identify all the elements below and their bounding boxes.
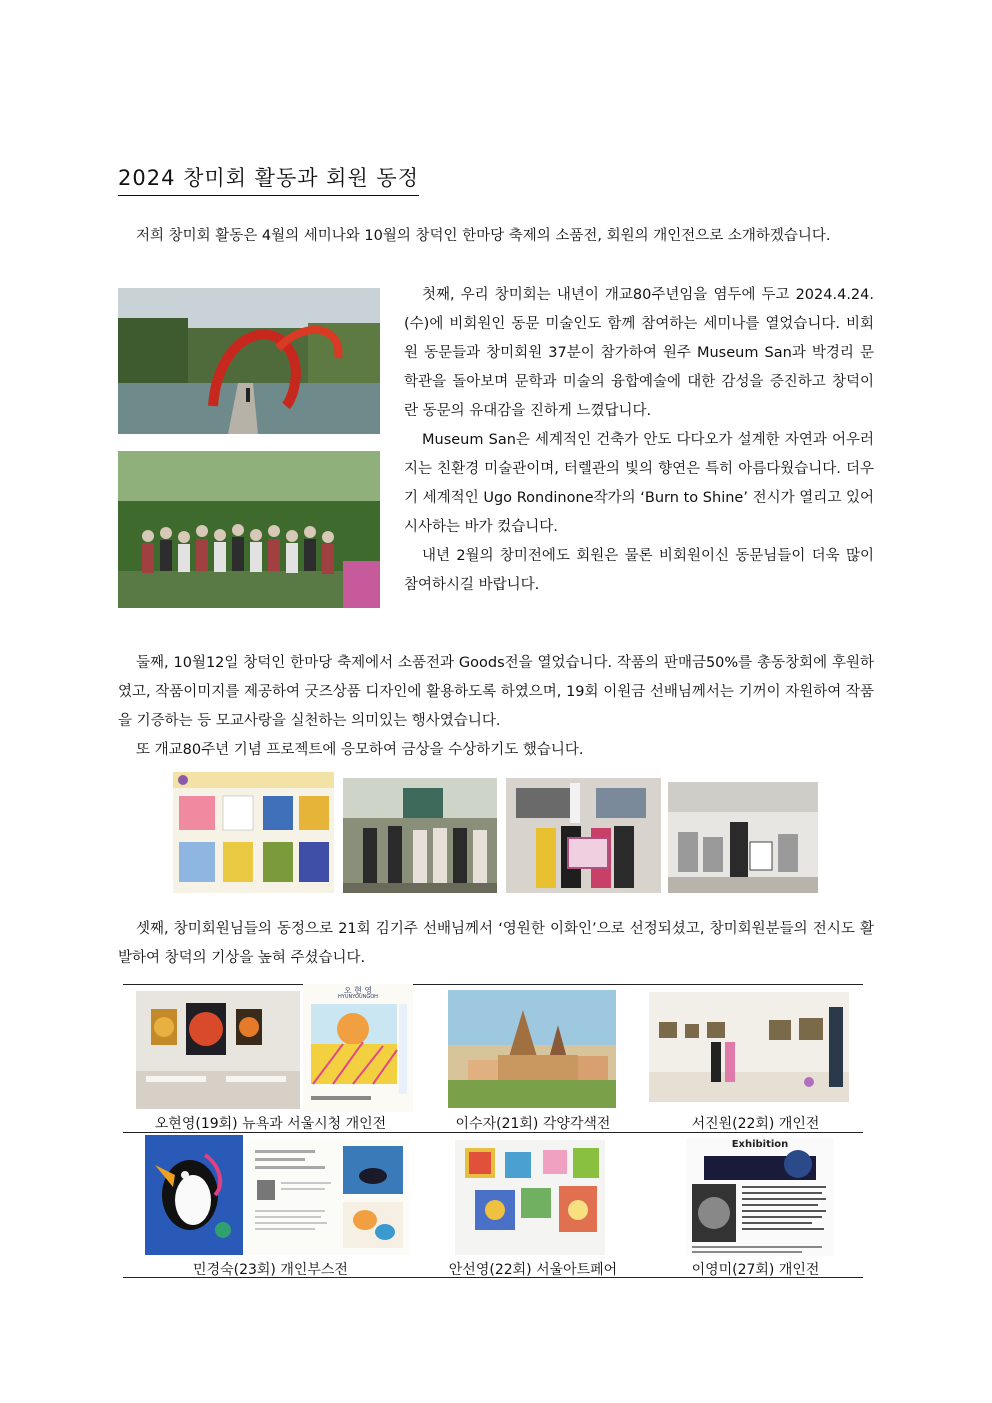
exhibition-ohyunyoung (123, 984, 418, 1132)
minkyungsook-painting (145, 1135, 243, 1255)
leesuja-painting (448, 990, 616, 1108)
award-ceremony-photo (506, 778, 661, 893)
exhibition-caption: 오현영(19회) 뉴욕과 서울시청 개인전 (154, 1116, 387, 1132)
section2-text: 둘째, 10월12일 창덕인 한마당 축제에서 소품전과 Goods전을 열었습니다. 작품의 판매금50%를 총동창회에 후원하였고, 작품이미지를 제공하여 굿즈상품 디자인에 활용하도록 하였으며, 19회 이원금 선배님께서는 기꺼이 자원하여 작품을 기증하는 등 모교사랑을 실천하는 의미있는 행사였습니다. 또 개교80주년 기념 프로젝트에 응모하여 금상을 수상하기도 했습니다. (118, 655, 874, 758)
intro-paragraph: 저희 창미회 활동은 4월의 세미나와 10월의 창덕인 한마당 축제의 소품전, 회원의 개인전으로 소개하겠습니다. (136, 228, 831, 244)
ohyunyoung-gallery-photo (136, 991, 300, 1109)
leeyoungmi-poster-title: Exhibition (731, 1139, 789, 1150)
exhibition-leesuja (418, 984, 648, 1132)
leeyoungmi-poster (686, 1138, 834, 1256)
exhibition-ahnsunyoung (418, 1132, 648, 1277)
minkyungsook-booth-poster (247, 1140, 409, 1255)
exhibition-caption: 서진원(22회) 개인전 (691, 1116, 820, 1132)
exhibition-caption: 이영미(27회) 개인전 (691, 1262, 820, 1278)
festival-photo-2 (668, 782, 818, 893)
exhibition-caption: 민경숙(23회) 개인부스전 (193, 1262, 348, 1278)
exhibition-leeyoungmi (648, 1132, 863, 1277)
exhibitions-table (123, 984, 863, 1280)
ahnsunyoung-art-fair-photo (455, 1140, 605, 1255)
seminar-group-photo (118, 451, 380, 608)
ohyunyoung-poster-name: 오 현 영 (343, 986, 373, 995)
ohyunyoung-poster-roman: HYUNYOUNGOH (338, 994, 378, 1000)
seojinwon-gallery-photo (649, 992, 849, 1102)
exhibition-seojinwon (648, 984, 863, 1132)
exhibition-caption: 이수자(21회) 각양각색전 (455, 1116, 611, 1132)
festival-photo-1 (343, 778, 497, 893)
goods-poster-photo (173, 772, 334, 893)
exhibition-caption: 안선영(22회) 서울아트페어 (448, 1262, 618, 1278)
page-title: 2024 창미회 활동과 회원 동정 (118, 162, 419, 196)
ohyunyoung-poster (303, 984, 413, 1112)
section3-text: 셋째, 창미회원님들의 동정으로 21회 김기주 선배님께서 ‘영원한 이화인’으로 선정되셨고, 창미회원분들의 전시도 활발하여 창덕의 기상을 높혀 주셨습니다. (118, 921, 874, 966)
exhibition-minkyungsook (123, 1132, 418, 1277)
section1-text: 첫째, 우리 창미회는 내년이 개교80주년임을 염두에 두고 2024.4.24.(수)에 비회원인 동문 미술인도 함께 참여하는 세미나를 열었습니다. 비회원 동문들과 창미회원 37분이 참가하여 원주 Museum San과 박경리 문학관을 돌아보며 문학과 미술의 융합예술에 대한 감성을 증진하고 창덕이란 동문의 유대감을 진하게 느꼈답니다. Museum San은 세계적인 건축가 안도 다다오가 설계한 자연과 어우러지는 친환경 미술관이며, 터렐관의 빛의 향연은 특히 아름다웠습니다. 더우기 세계적인 Ugo Rondinone작가의 ‘Burn to Shine’ 전시가 열리고 있어 시사하는 바가 컸습니다. 내년 2월의 창미전에도 회원은 물론 비회원이신 동문님들이 더욱 많이 참여하시길 바랍니다. (404, 287, 874, 593)
museum-san-sculpture-photo (118, 288, 380, 434)
